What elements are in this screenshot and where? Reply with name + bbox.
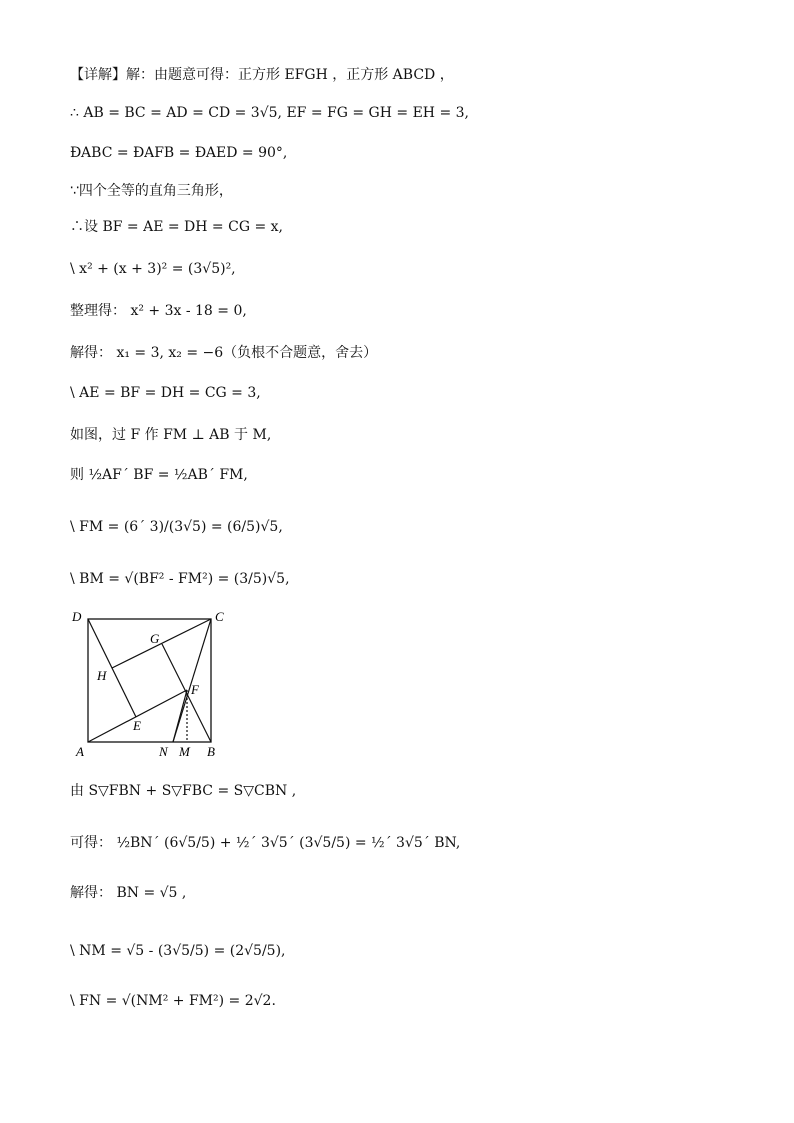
label-g: G xyxy=(150,631,160,646)
label-e: E xyxy=(133,718,141,733)
line-7: 整理得： x² + 3x - 18 = 0, xyxy=(70,303,247,319)
line-17: \ NM = √5 - (3√5/5) = (2√5/5), xyxy=(70,943,286,959)
line-5: ∴设 BF = AE = DH = CG = x, xyxy=(70,219,283,235)
segment-c-h xyxy=(112,619,211,668)
line-6: \ x² + (x + 3)² = (3√5)², xyxy=(70,261,236,277)
line-15: 可得： ½BN´ (6√5/5) + ½´ 3√5´ (3√5/5) = ½´ 3√5´ BN, xyxy=(70,835,461,851)
line-2: ∴ AB = BC = AD = CD = 3√5, EF = FG = GH = EH = 3, xyxy=(70,105,469,121)
line-13: \ BM = √(BF² - FM²) = (3/5)√5, xyxy=(70,571,290,587)
label-a: A xyxy=(76,744,84,759)
line-9: \ AE = BF = DH = CG = 3, xyxy=(70,385,261,401)
segment-a-f xyxy=(88,690,187,742)
line-4: ∵四个全等的直角三角形， xyxy=(70,183,233,199)
label-m: M xyxy=(179,744,190,759)
label-n: N xyxy=(159,744,168,759)
segment-c-n xyxy=(173,619,211,742)
label-f: F xyxy=(191,682,199,697)
label-c: C xyxy=(215,609,224,624)
label-d: D xyxy=(72,609,82,624)
label-b: B xyxy=(207,744,215,759)
line-1: 【详解】解：由题意可得：正方形 EFGH ，正方形 ABCD ， xyxy=(70,67,454,83)
geometry-figure xyxy=(70,606,240,761)
line-12: \ FM = (6´ 3)/(3√5) = (6/5)√5, xyxy=(70,519,283,535)
line-18: \ FN = √(NM² + FM²) = 2√2. xyxy=(70,993,276,1009)
line-10: 如图，过 F 作 FM ⊥ AB 于 M, xyxy=(70,427,272,443)
label-h: H xyxy=(97,668,107,683)
line-11: 则 ½AF´ BF = ½AB´ FM, xyxy=(70,467,248,483)
line-8: 解得： x₁ = 3, x₂ = −6（负根不合题意，舍去） xyxy=(70,345,378,361)
line-14: 由 S▽FBN + S▽FBC = S▽CBN , xyxy=(70,783,297,799)
line-16: 解得： BN = √5 , xyxy=(70,885,187,901)
line-3: ÐABC = ÐAFB = ÐAED = 90°, xyxy=(70,145,288,161)
